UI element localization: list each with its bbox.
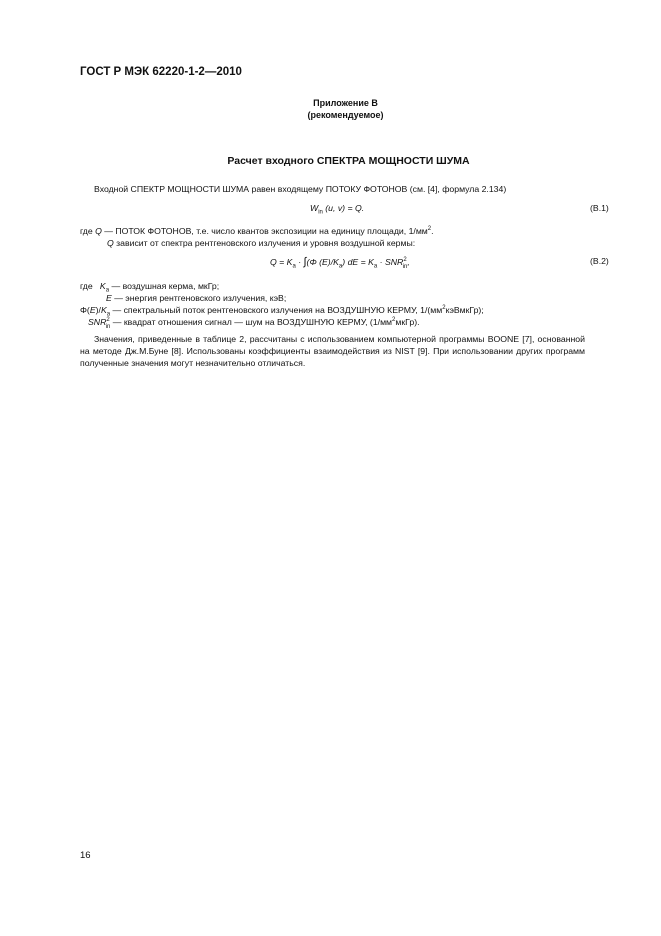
formula-b1: $W_{in}$ (u, v) = Q. (310, 203, 365, 216)
appendix-type: (рекомендуемое) (307, 110, 384, 120)
intro-paragraph: Входной СПЕКТР МОЩНОСТИ ШУМА равен входящему ПОТОКУ ФОТОНОВ (см. [4], формула 2.134) (94, 184, 507, 194)
appendix-label: Приложение В (313, 98, 378, 108)
formula-b1-number: (В.1) (590, 203, 609, 213)
definition-ka: где $K_a$ — воздушная керма, мкГр; (80, 281, 220, 294)
where-q-line: где Q — ПОТОК ФОТОНОВ, т.е. число квантов экспозиции на единицу площади, $1/мм^2$. (80, 226, 434, 236)
values-paragraph: Значения, приведенные в таблице 2, рассчитаны с использованием компьютерной программы BOONE [7], основанной на методе Дж.М.Буне [8]. Использованы коэффициенты взаимодействия из NIST [9]. При использовании других программ полученные значения могут незначительно отличаться. (80, 334, 585, 368)
formula-b2-number: (В.2) (590, 256, 609, 266)
page-number: 16 (80, 850, 91, 861)
formula-b2: $Q = K_a \cdot \int(\Phi$ $(E)/K_a$) dE = $K_a \cdot SNR^2_{in}$, (270, 256, 410, 270)
definition-e: E — энергия рентгеновского излучения, кэВ; (106, 293, 287, 303)
document-header: ГОСТ Р МЭК 62220-1-2—2010 (80, 66, 242, 78)
q-depends-line: Q зависит от спектра рентгеновского излучения и уровня воздушной кермы: (107, 238, 416, 248)
section-title: Расчет входного СПЕКТРА МОЩНОСТИ ШУМА (227, 155, 470, 167)
appendix-heading (0, 97, 661, 121)
definition-phi: $\Phi(E)/K_a$ — спектральный поток рентгеновского излучения на ВОЗДУШНУЮ КЕРМУ, $1/(мм^2кэВмкГр)$; (80, 305, 484, 318)
definition-snr: $SNR^2_{in}$ — квадрат отношения сигнал — шум на ВОЗДУШНУЮ КЕРМУ, $(1/мм^2мкГр)$. (88, 317, 420, 330)
